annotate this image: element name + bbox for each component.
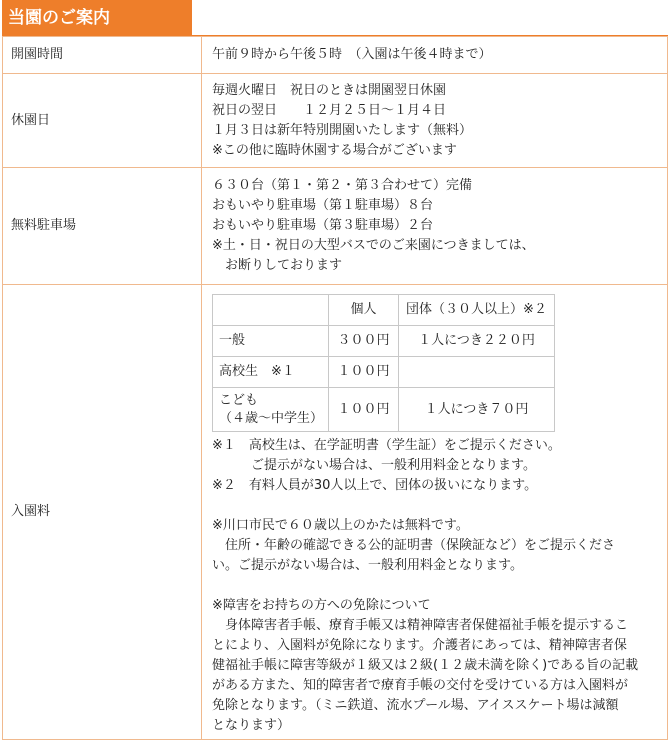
fee-category: 高校生 ※１: [213, 357, 329, 388]
fee-note: ※障害をお持ちの方への免除について: [212, 598, 431, 613]
fee-group: [399, 357, 555, 388]
info-panel: [2, 0, 668, 733]
spacer: [212, 576, 661, 596]
info-table: [2, 36, 668, 740]
parking-line: おもいやり駐車場（第３駐車場）２台: [212, 218, 434, 233]
fee-category: 一般: [213, 326, 329, 357]
fee-note: 健福祉手帳に障害等級が１級又は２級(１２歳未満を除く)である旨の記載: [212, 658, 639, 673]
parking-line: ６３０台（第１・第２・第３合わせて）完備: [212, 178, 473, 193]
spacer: [212, 496, 661, 516]
fee-group: １人につき７０円: [399, 388, 555, 432]
value-hours: 午前９時から午後５時 （入園は午後４時まで）: [202, 37, 668, 74]
header-row: [2, 0, 668, 36]
value-closed-days: [202, 74, 668, 168]
parking-line: ※土・日・祝日の大型バスでのご来園につきましては、: [212, 238, 535, 253]
closed-line: １月３日は新年特別開園いたします（無料）: [212, 122, 473, 138]
fee-note: 免除となります。（ミニ鉄道、流水プール場、アイススケート場は減額: [212, 698, 619, 713]
row-closed-days: [3, 74, 668, 168]
fee-table: [212, 294, 555, 432]
fee-note: ※２ 有料人員が30人以上で、団体の扱いになります。: [212, 478, 538, 493]
fee-individual: １００円: [329, 357, 399, 388]
value-admission: [202, 285, 668, 740]
page-title: 当園のご案内: [2, 0, 192, 36]
fee-note: ※川口市民で６０歳以上のかたは無料です。: [212, 518, 469, 533]
row-parking: [3, 168, 668, 285]
fee-header-cell: [213, 295, 329, 326]
fee-individual: ３００円: [329, 326, 399, 357]
fee-note: い。ご提示がない場合は、一般利用料金となります。: [212, 558, 523, 573]
fee-note: となります）: [212, 718, 291, 733]
parking-line: おもいやり駐車場（第１駐車場）８台: [212, 198, 434, 213]
fee-row: [213, 388, 555, 432]
value-parking: [202, 168, 668, 285]
fee-header-cell: 団体（３０人以上）※２: [399, 295, 555, 326]
fee-row: [213, 357, 555, 388]
closed-line: 毎週火曜日 祝日のときは開園翌日休園: [212, 82, 447, 98]
fee-note: ご提示がない場合は、一般利用料金となります。: [212, 458, 536, 473]
row-hours: [3, 37, 668, 74]
label-parking: 無料駐車場: [3, 168, 202, 285]
fee-note: ※１ 高校生は、在学証明書（学生証）をご提示ください。: [212, 438, 561, 453]
closed-line: 祝日の翌日 １２月２５日～１月４日: [212, 102, 447, 118]
fee-note: とにより、入園料が免除になります。介護者にあっては、精神障害者保: [212, 638, 627, 653]
fee-header-row: [213, 295, 555, 326]
label-closed-days: 休園日: [3, 74, 202, 168]
fee-note: 住所・年齢の確認できる公的証明書（保険証など）をご提示くださ: [212, 538, 616, 553]
label-admission: 入園料: [3, 285, 202, 740]
fee-header-cell: 個人: [329, 295, 399, 326]
fee-note: がある方また、知的障害者で療育手帳の交付を受けている方は入園料が: [212, 678, 629, 693]
fee-row: [213, 326, 555, 357]
fee-individual: １００円: [329, 388, 399, 432]
closed-line: ※この他に臨時休園する場合がございます: [212, 142, 457, 158]
row-admission: [3, 285, 668, 740]
fee-note: 身体障害者手帳、療育手帳又は精神障害者保健福祉手帳を提示するこ: [212, 618, 629, 633]
label-hours: 開園時間: [3, 37, 202, 74]
header-spacer: [192, 0, 668, 36]
fee-group: １人につき２２０円: [399, 326, 555, 357]
parking-line: お断りしております: [212, 258, 343, 273]
fee-category: こども （４歳～中学生）: [213, 388, 329, 432]
